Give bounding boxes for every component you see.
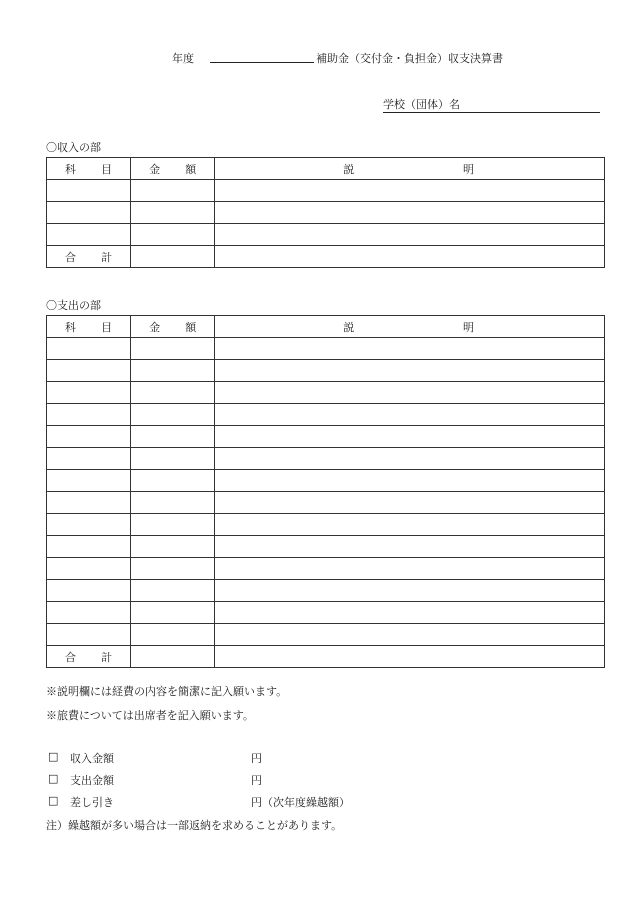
table-row [47,224,605,246]
amount-cell[interactable] [131,382,215,404]
table-row [47,492,605,514]
amount-cell[interactable] [131,624,215,646]
item-cell[interactable] [47,180,131,202]
item-cell[interactable] [47,360,131,382]
table-row [47,426,605,448]
description-cell[interactable] [215,514,605,536]
item-cell[interactable] [47,514,131,536]
expense-header-row [47,316,605,338]
item-cell[interactable] [47,602,131,624]
item-cell[interactable] [47,448,131,470]
amount-cell[interactable] [131,558,215,580]
item-cell[interactable] [47,580,131,602]
column-header-description: 説 明 [215,158,605,180]
description-cell[interactable] [215,602,605,624]
description-cell[interactable] [215,470,605,492]
description-cell[interactable] [215,558,605,580]
total-label: 合 計 [47,246,131,268]
total-amount-cell[interactable] [131,246,215,268]
description-cell[interactable] [215,404,605,426]
total-description-cell[interactable] [215,646,605,668]
table-row [47,360,605,382]
description-cell[interactable] [215,448,605,470]
expense-section-heading: 〇支出の部 [46,299,101,312]
amount-cell[interactable] [131,602,215,624]
table-row [47,382,605,404]
table-row [47,558,605,580]
amount-cell[interactable] [131,404,215,426]
item-cell[interactable] [47,536,131,558]
amount-cell[interactable] [131,360,215,382]
title-text: 補助金（交付金・負担金）収支決算書 [316,52,503,65]
total-label: 合 計 [47,646,131,668]
column-header-item: 科 目 [47,316,131,338]
income-section-heading: 〇収入の部 [46,141,101,154]
table-row [47,338,605,360]
table-row [47,404,605,426]
table-row [47,536,605,558]
description-cell[interactable] [215,338,605,360]
note-travel: ※旅費については出席者を記入願います。 [46,709,254,722]
description-cell[interactable] [215,624,605,646]
checkbox-icon[interactable]: □ [48,772,59,785]
income-total-row [47,246,605,268]
income-header-row [47,158,605,180]
amount-cell[interactable] [131,180,215,202]
item-cell[interactable] [47,470,131,492]
table-row [47,602,605,624]
document-title [0,50,630,68]
item-cell[interactable] [47,224,131,246]
amount-cell[interactable] [131,448,215,470]
income-table [46,157,605,268]
checkbox-icon[interactable]: □ [48,794,59,807]
amount-cell[interactable] [131,338,215,360]
summary-label: 収入金額 [70,752,114,765]
item-cell[interactable] [47,624,131,646]
item-cell[interactable] [47,202,131,224]
amount-cell[interactable] [131,202,215,224]
table-row [47,448,605,470]
amount-cell[interactable] [131,536,215,558]
item-cell[interactable] [47,426,131,448]
amount-cell[interactable] [131,426,215,448]
summary-income [46,750,446,766]
item-cell[interactable] [47,382,131,404]
amount-cell[interactable] [131,224,215,246]
description-cell[interactable] [215,360,605,382]
table-row [47,624,605,646]
summary-expense [46,772,446,788]
description-cell[interactable] [215,224,605,246]
column-header-amount: 金 額 [131,158,215,180]
description-cell[interactable] [215,180,605,202]
amount-cell[interactable] [131,492,215,514]
amount-cell[interactable] [131,470,215,492]
description-cell[interactable] [215,580,605,602]
column-header-amount: 金 額 [131,316,215,338]
title-year-blank-line [210,62,314,63]
item-cell[interactable] [47,558,131,580]
description-cell[interactable] [215,382,605,404]
table-row [47,202,605,224]
summary-label: 差し引き [70,796,114,809]
note-description: ※説明欄には経費の内容を簡潔に記入願います。 [46,685,288,698]
table-row [47,470,605,492]
summary-unit: 円 [251,774,262,787]
summary-unit: 円（次年度繰越額） [251,796,350,809]
school-name-label: 学校（団体）名 [383,98,460,111]
school-name-field [383,96,600,113]
expense-table [46,315,605,668]
amount-cell[interactable] [131,514,215,536]
checkbox-icon[interactable]: □ [48,750,59,763]
table-row [47,180,605,202]
column-header-description: 説 明 [215,316,605,338]
table-row [47,514,605,536]
item-cell[interactable] [47,338,131,360]
summary-unit: 円 [251,752,262,765]
description-cell[interactable] [215,426,605,448]
description-cell[interactable] [215,492,605,514]
amount-cell[interactable] [131,580,215,602]
description-cell[interactable] [215,202,605,224]
summary-balance [46,794,446,810]
column-header-item: 科 目 [47,158,131,180]
footnote: 注）繰越額が多い場合は一部返納を求めることがあります。 [46,819,343,832]
total-description-cell[interactable] [215,246,605,268]
item-cell[interactable] [47,404,131,426]
total-amount-cell[interactable] [131,646,215,668]
description-cell[interactable] [215,536,605,558]
table-row [47,580,605,602]
expense-total-row [47,646,605,668]
title-year: 年度 [172,52,194,65]
item-cell[interactable] [47,492,131,514]
summary-label: 支出金額 [70,774,114,787]
